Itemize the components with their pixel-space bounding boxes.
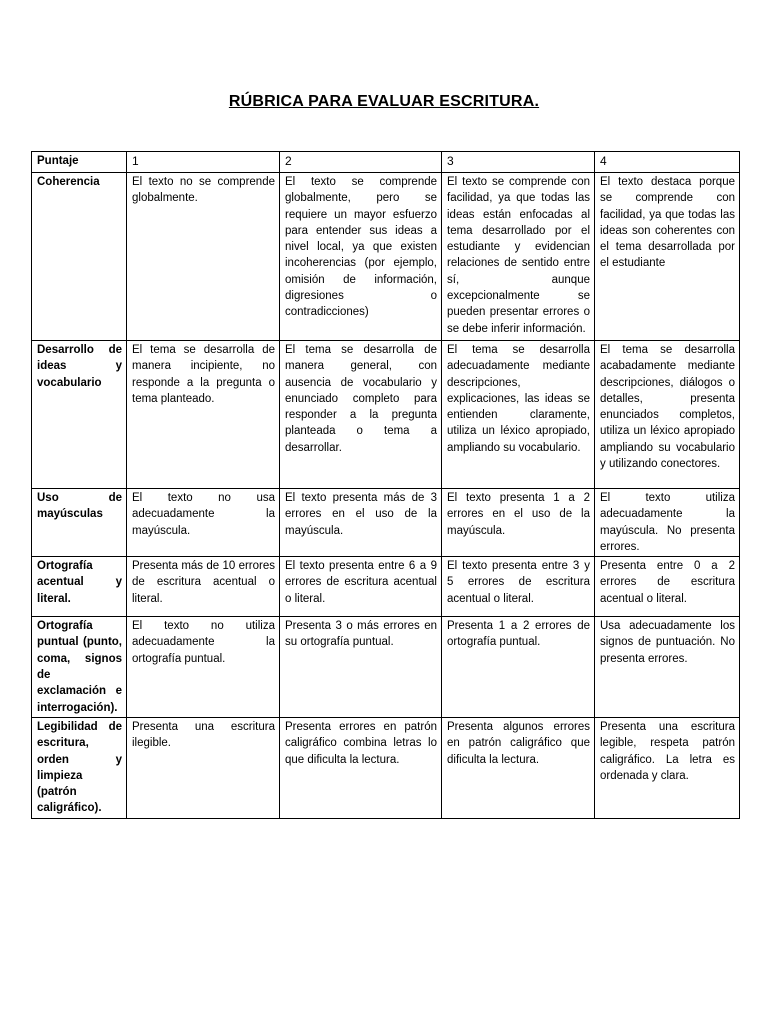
criterion-cell: Ortografía puntual (punto, coma, signos de exclamación e interrogación). (32, 617, 127, 718)
descriptor-cell: El texto se comprende con facilidad, ya que todas las ideas están enfocadas al tema desarrollado por el estudiante y evidencian relaciones de sentido entre sí, aunque excepcionalmente se pueden presentar errores o se debe inferir información. (442, 173, 595, 341)
descriptor-cell: El texto se comprende globalmente, pero se requiere un mayor esfuerzo para entender sus ideas a nivel local, ya que existen incoherencias (por ejemplo, omisión de información, digresiones o contradicciones) (280, 173, 442, 341)
criterion-cell: Ortografía acentual y literal. (32, 557, 127, 617)
descriptor-cell: El texto no usa adecuadamente la mayúscula. (127, 489, 280, 557)
header-cell-puntaje: Puntaje (32, 152, 127, 173)
descriptor-cell: El texto no se comprende globalmente. (127, 173, 280, 341)
descriptor-cell: El texto no utiliza adecuadamente la ortografía puntual. (127, 617, 280, 718)
table-row (32, 341, 740, 489)
header-cell-score-1: 1 (127, 152, 280, 173)
descriptor-cell: Presenta más de 10 errores de escritura acentual o literal. (127, 557, 280, 617)
table-header-row (32, 152, 740, 173)
table-row (32, 173, 740, 341)
descriptor-cell: El tema se desarrolla de manera incipiente, no responde a la pregunta o tema planteado. (127, 341, 280, 489)
descriptor-cell: El texto utiliza adecuadamente la mayúscula. No presenta errores. (595, 489, 740, 557)
criterion-cell: Legibilidad de escritura, orden y limpieza (patrón caligráfico). (32, 717, 127, 818)
descriptor-cell: El texto presenta más de 3 errores en el uso de la mayúscula. (280, 489, 442, 557)
descriptor-cell: El texto presenta entre 6 a 9 errores de escritura acentual o literal. (280, 557, 442, 617)
criterion-cell: Coherencia (32, 173, 127, 341)
descriptor-cell: Presenta una escritura legible, respeta patrón caligráfico. La letra es ordenada y clara. (595, 717, 740, 818)
descriptor-cell: Presenta 3 o más errores en su ortografía puntual. (280, 617, 442, 718)
criterion-cell: Uso de mayúsculas (32, 489, 127, 557)
descriptor-cell: El tema se desarrolla de manera general, con ausencia de vocabulario y enunciado completo para responder a la pregunta planteada o tema a desarrollar. (280, 341, 442, 489)
table-row (32, 717, 740, 818)
descriptor-cell: Presenta algunos errores en patrón caligráfico que dificulta la lectura. (442, 717, 595, 818)
header-cell-score-2: 2 (280, 152, 442, 173)
descriptor-cell: Presenta entre 0 a 2 errores de escritura acentual o literal. (595, 557, 740, 617)
table-row (32, 557, 740, 617)
descriptor-cell: Presenta una escritura ilegible. (127, 717, 280, 818)
descriptor-cell: El texto presenta entre 3 y 5 errores de escritura acentual o literal. (442, 557, 595, 617)
descriptor-cell: El texto presenta 1 a 2 errores en el uso de la mayúscula. (442, 489, 595, 557)
page-title: RÚBRICA PARA EVALUAR ESCRITURA. (228, 93, 540, 110)
rubric-table (31, 151, 740, 819)
descriptor-cell: El tema se desarrolla acabadamente mediante descripciones, diálogos o detalles, presenta enunciados completos, utiliza un léxico apropiado ampliando su vocabulario y utilizando conectores. (595, 341, 740, 489)
table-row (32, 617, 740, 718)
descriptor-cell: El texto destaca porque se comprende con facilidad, ya que todas las ideas son coherentes con el tema desarrollada por el estudiante (595, 173, 740, 341)
header-cell-score-4: 4 (595, 152, 740, 173)
descriptor-cell: Usa adecuadamente los signos de puntuación. No presenta errores. (595, 617, 740, 718)
header-cell-score-3: 3 (442, 152, 595, 173)
criterion-cell: Desarrollo de ideas y vocabulario (32, 341, 127, 489)
descriptor-cell: Presenta errores en patrón caligráfico combina letras lo que dificulta la lectura. (280, 717, 442, 818)
descriptor-cell: Presenta 1 a 2 errores de ortografía puntual. (442, 617, 595, 718)
descriptor-cell: El tema se desarrolla adecuadamente mediante descripciones, explicaciones, las ideas se entienden claramente, utiliza un léxico apropiado, ampliando su vocabulario. (442, 341, 595, 489)
table-row (32, 489, 740, 557)
